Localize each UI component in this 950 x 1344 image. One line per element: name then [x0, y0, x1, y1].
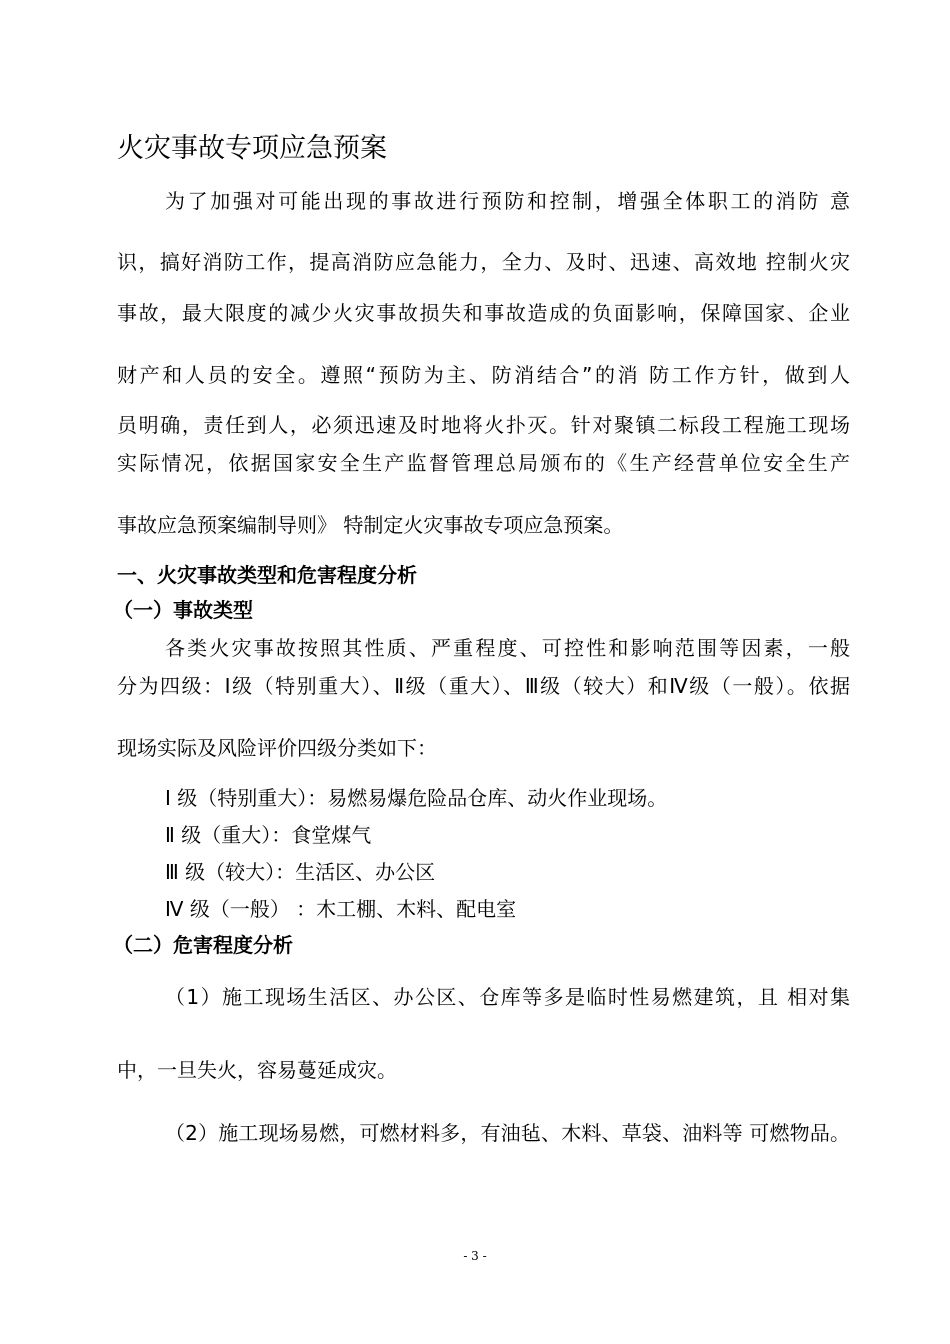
paragraph-line: 现场实际及风险评价四级分类如下： [117, 736, 437, 760]
paragraph-line: 事故，最大限度的减少火灾事故损失和事故造成的负面影响，保障国家、企业 [117, 301, 850, 325]
page-number: - 3 - [463, 1249, 487, 1263]
paragraph-line: 实际情况，依据国家安全生产监督管理总局颁布的《生产经营单位安全生产 [117, 451, 850, 475]
paragraph-line: 中，一旦失火，容易蔓延成灾。 [117, 1058, 397, 1082]
paragraph-line: 财产和人员的安全。遵照“预防为主、防消结合”的消 防工作方针，做到人 [117, 363, 850, 387]
paragraph-line: 分为四级：Ⅰ级（特别重大）、Ⅱ级（重大）、Ⅲ级（较大）和Ⅳ级（一般）。依据 [117, 674, 850, 698]
subsection-heading: （一）事故类型 [113, 598, 253, 622]
paragraph-line: 各类火灾事故按照其性质、严重程度、可控性和影响范围等因素，一般 [165, 636, 850, 660]
paragraph-line: 事故应急预案编制导则》 特制定火灾事故专项应急预案。 [117, 513, 624, 537]
section-heading: 一、火灾事故类型和危害程度分析 [117, 563, 417, 587]
list-item: Ⅳ 级（一般） ：木工棚、木料、配电室 [165, 897, 517, 921]
paragraph-line: （1）施工现场生活区、办公区、仓库等多是临时性易燃建筑，且 相对集 [165, 985, 850, 1009]
paragraph-line: 员明确，责任到人，必须迅速及时地将火扑灭。针对聚镇二标段工程施工现场 [117, 413, 850, 437]
paragraph-line: （2）施工现场易燃，可燃材料多，有油毡、木料、草袋、油料等 可燃物品。 [165, 1121, 850, 1145]
paragraph-line: 识，搞好消防工作，提高消防应急能力，全力、及时、迅速、高效地 控制火灾 [117, 250, 850, 274]
list-item: Ⅱ 级（重大）：食堂煤气 [165, 823, 372, 847]
subsection-heading: （二）危害程度分析 [113, 933, 293, 957]
document-title: 火灾事故专项应急预案 [117, 133, 387, 164]
list-item: Ⅲ 级（较大）：生活区、办公区 [165, 860, 436, 884]
paragraph-line: 为了加强对可能出现的事故进行预防和控制，增强全体职工的消防 意 [165, 189, 850, 213]
list-item: Ⅰ 级（特别重大）：易燃易爆危险品仓库、动火作业现场。 [165, 786, 668, 810]
